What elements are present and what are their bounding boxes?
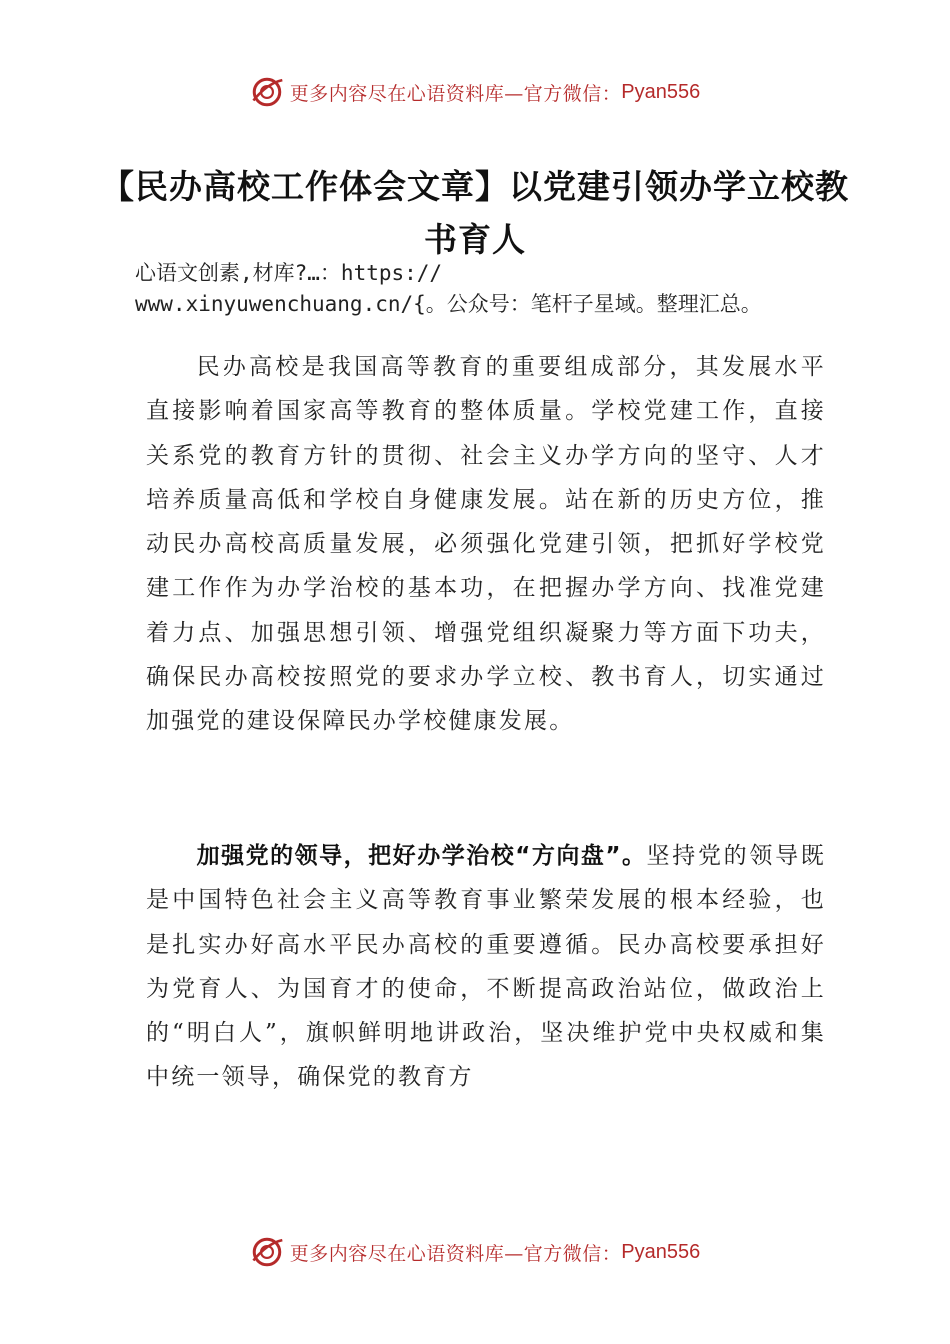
source-note-line1: 心语文创素,材库?…：https://	[135, 261, 443, 285]
paragraph-2	[146, 834, 826, 1100]
banner-wechat-id: Pyan556	[621, 80, 701, 103]
source-note	[135, 258, 835, 320]
banner-text: 更多内容尽在心语资料库—官方微信：	[289, 1242, 622, 1265]
banner-wechat-id: Pyan556	[621, 1240, 701, 1263]
source-note-line2: www.xinyuwenchuang.cn/{。公众号：笔杆子星域。整理汇总。	[135, 292, 762, 316]
header-banner	[0, 72, 950, 112]
brand-logo-icon	[250, 1235, 284, 1269]
document-title: 【民办高校工作体会文章】以党建引领办学立校教书育人	[101, 167, 849, 259]
paragraph-2-body: 坚持党的领导既是中国特色社会主义高等教育事业繁荣发展的根本经验，也是扎实办好高水平民办高校的重要遵循。民办高校要承担好为党育人、为国育才的使命，不断提高政治站位，做政治上的“明白人”，旗帜鲜明地讲政治，坚决维护党中央权威和集中统一领导，确保党的教育方	[146, 843, 826, 1091]
paragraph-1: 民办高校是我国高等教育的重要组成部分，其发展水平直接影响着国家高等教育的整体质量。学校党建工作，直接关系党的教育方针的贯彻、社会主义办学方向的坚守、人才培养质量高低和学校自身健康发展。站在新的历史方位，推动民办高校高质量发展，必须强化党建引领，把抓好学校党建工作作为办学治校的基本功，在把握办学方向、找准党建着力点、加强思想引领、增强党组织凝聚力等方面下功夫，确保民办高校按照党的要求办学立校、教书育人，切实通过加强党的建设保障民办学校健康发展。	[146, 354, 826, 735]
footer-banner	[0, 1232, 950, 1272]
paragraph-2-heading: 加强党的领导，把好办学治校“方向盘”。	[196, 843, 647, 869]
brand-logo-icon	[250, 75, 284, 109]
banner-text: 更多内容尽在心语资料库—官方微信：	[289, 82, 622, 105]
